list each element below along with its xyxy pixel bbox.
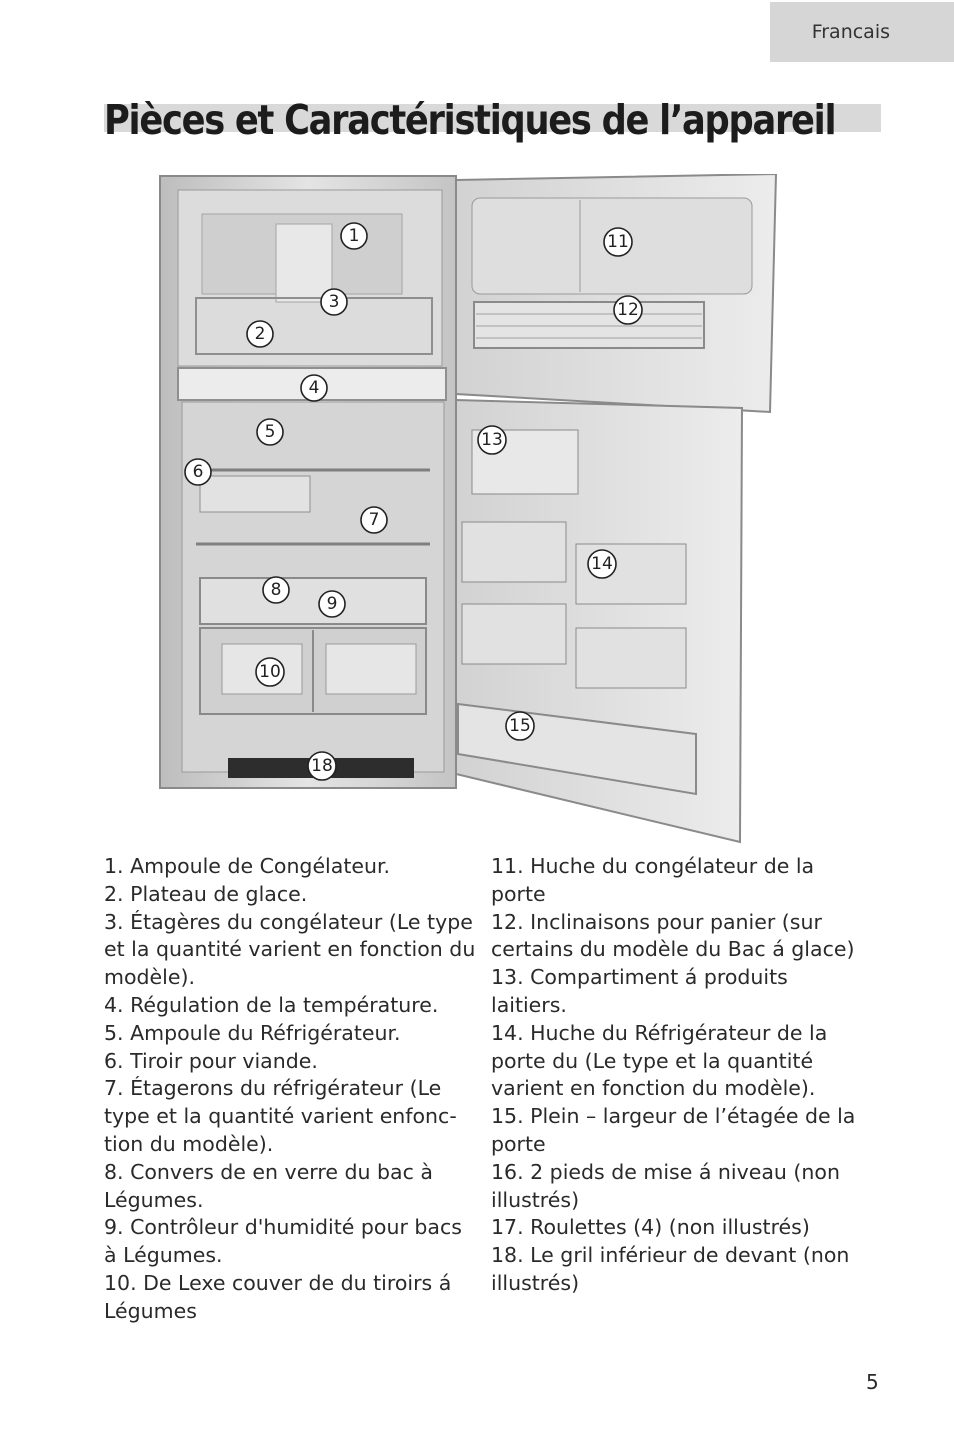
fresh-food-door [456, 400, 742, 842]
svg-text:3: 3 [328, 292, 340, 312]
freezer-door [456, 174, 776, 412]
callout-2 [247, 321, 273, 347]
svg-text:12: 12 [617, 300, 639, 320]
svg-text:1: 1 [348, 226, 360, 246]
language-tab [770, 2, 954, 62]
page-title: Pièces et Caractéristiques de l’appareil [104, 96, 836, 144]
list-item: 4. Régulation de la température. [104, 992, 439, 1017]
list-item: 11. Huche du congélateur de la porte [491, 854, 815, 906]
list-item: 9. Contrôleur d'humidité pour bacs à Légumes. [104, 1215, 462, 1268]
list-item: 1. Ampoule de Congélateur. [104, 854, 391, 878]
callout-18 [308, 752, 336, 780]
list-item: 18. Le gril inférieur de devant (non illustrés) [491, 1243, 850, 1295]
callout-1 [341, 223, 367, 249]
callout-12 [614, 296, 642, 324]
callout-7 [361, 507, 387, 533]
callout-4 [301, 375, 327, 401]
callout-11 [604, 228, 632, 256]
svg-text:15: 15 [509, 716, 531, 736]
svg-text:10: 10 [259, 662, 281, 682]
list-item: 6. Tiroir pour viande. [104, 1048, 318, 1073]
svg-text:9: 9 [326, 594, 338, 614]
list-item: 10. De Lexe couver de du tiroirs á Légumes [104, 1270, 452, 1323]
list-item: 8. Convers de en verre du bac à Légumes. [104, 1159, 433, 1212]
svg-text:6: 6 [192, 462, 204, 482]
refrigerator-photo [156, 174, 780, 850]
page-number: 5 [866, 1370, 879, 1394]
svg-text:2: 2 [254, 324, 266, 344]
callout-10 [256, 658, 284, 686]
callout-3 [321, 289, 347, 315]
list-item: 17. Roulettes (4) (non illustrés) [491, 1215, 810, 1240]
language-tab-label: Francais [811, 21, 890, 43]
list-item: 15. Plein – largeur de l’étagée de la porte [491, 1104, 856, 1156]
list-item: 16. 2 pieds de mise á niveau (non illustrés) [491, 1159, 840, 1212]
svg-text:18: 18 [311, 756, 333, 776]
callout-6 [185, 459, 211, 485]
svg-text:8: 8 [270, 580, 282, 600]
callout-5 [257, 419, 283, 445]
list-item: 12. Inclinaisons pour panier (sur certains du modèle du Bac á glace) [491, 909, 855, 962]
svg-text:7: 7 [368, 510, 380, 530]
list-item: 7. Étagerons du réfrigérateur (Le type et la quantité varient enfonc-tion du modèle). [104, 1076, 457, 1156]
callout-9 [319, 591, 345, 617]
svg-text:14: 14 [591, 554, 613, 574]
parts-list-left [104, 853, 476, 1326]
list-item: 5. Ampoule du Réfrigérateur. [104, 1020, 401, 1045]
svg-text:5: 5 [264, 422, 276, 442]
svg-text:4: 4 [308, 378, 320, 398]
svg-text:13: 13 [481, 430, 503, 450]
refrigerator-illustration [156, 174, 780, 850]
list-item: 14. Huche du Réfrigérateur de la porte du (Le type et la quantité varient en fonction du modèle). [491, 1020, 828, 1101]
list-item: 3. Étagères du congélateur (Le type et la quantité varient en fonction du modèle). [104, 909, 476, 990]
list-item: 13. Compartiment á produits laitiers. [491, 965, 788, 1017]
parts-list-right [491, 853, 863, 1298]
callout-15 [506, 712, 534, 740]
callout-13 [478, 426, 506, 454]
callout-14 [588, 550, 616, 578]
callout-8 [263, 577, 289, 603]
svg-text:11: 11 [607, 232, 629, 252]
list-item: 2. Plateau de glace. [104, 881, 308, 906]
